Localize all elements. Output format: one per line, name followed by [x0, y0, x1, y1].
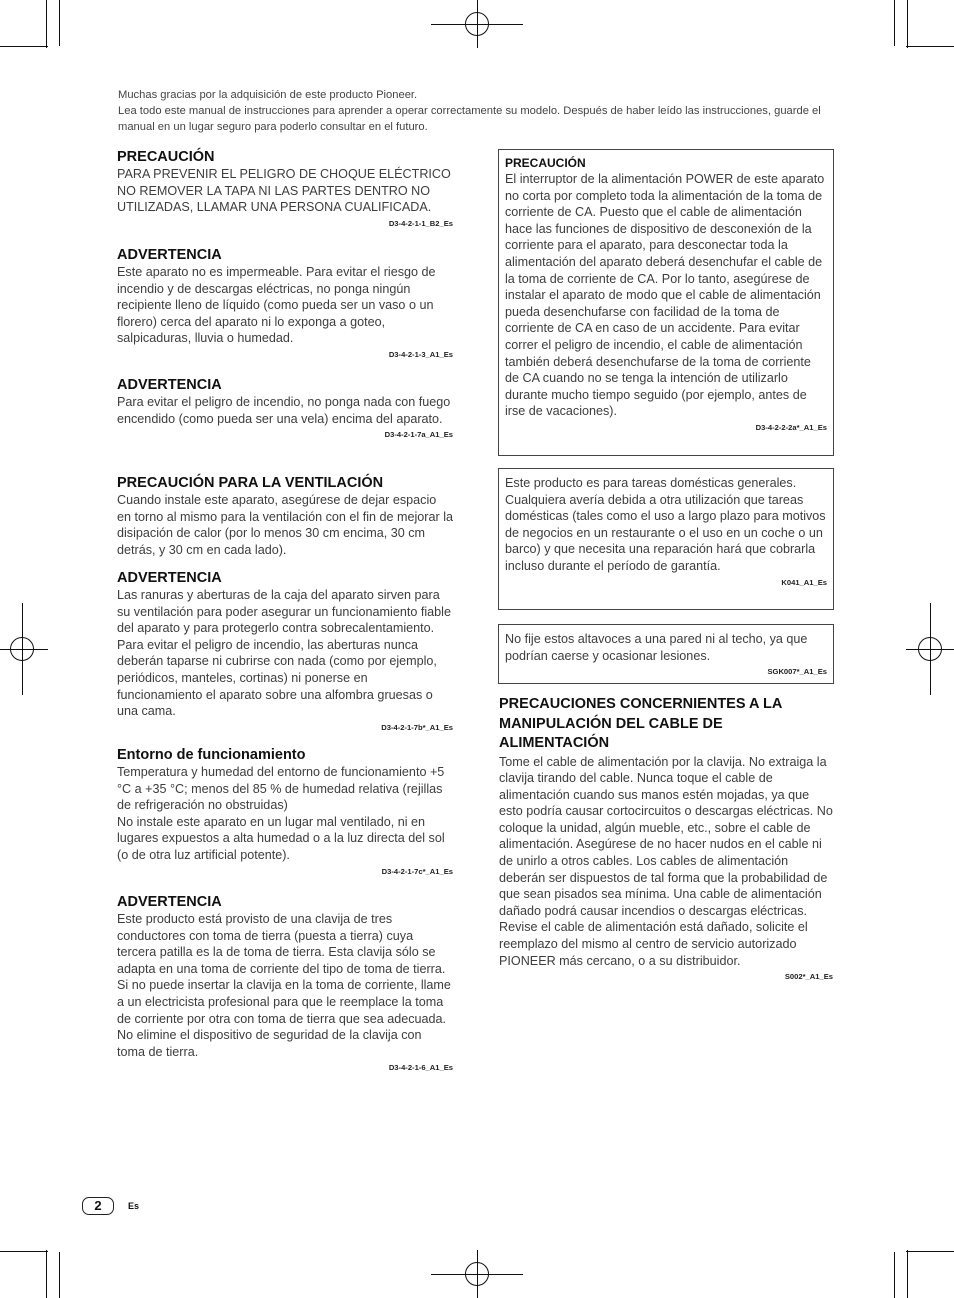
section-advertencia-3: [117, 570, 453, 733]
reference-code: D3-4-2-1-7a_A1_Es: [384, 430, 453, 440]
reference-code: D3-4-2-1-7b*_A1_Es: [381, 722, 453, 732]
section-title: Entorno de funcionamiento: [117, 747, 306, 763]
section-advertencia-2: [117, 377, 453, 440]
section-text: Para evitar el peligro de incendio, no ponga nada con fuego encendido (como pueda ser una vela) encima del aparato.: [117, 395, 451, 426]
section-advertencia-4: [117, 894, 453, 1073]
section-title: ADVERTENCIA: [117, 377, 222, 393]
section-text: Tome el cable de alimentación por la clavija. No extraiga la clavija tirando del cable. Nunca toque el cable de alimentación cuando sus manos estén mojadas, ya que esto podría causar cortocircuitos o descargas eléctricas. No coloque la unidad, algún mueble, etc., sobre el cable de alimentación. Asegúrese de no hacer nudos en el cable ni de unirlo a otros cables. Los cables de alimentación deberán ser dispuestos de tal forma que la probabilidad de que sean pisados sea mínima. Una cable de alimentación dañado podrá causar incendios o descargas eléctricas. Revise el cable de alimentación está dañado, solicite el reemplazo del mismo al centro de servicio autorizado PIONEER más cercano, o a su distribuidor.: [499, 754, 833, 968]
section-advertencia-1: [117, 247, 453, 360]
box-text: El interruptor de la alimentación POWER de este aparato no corta por completo toda la alimentación de la toma de corriente de CA. Puesto que el cable de alimentación hace las funciones de dispositivo de desconexión de la corriente para el aparato, para desconectar toda la alimentación del aparato deberá desenchufar el cable de la toma de corriente de CA. Por lo tanto, asegúrese de instalar el aparato de modo que el cable de alimentación pueda desenchufarse con facilidad de la toma de corriente de CA en caso de un accidente. Para evitar correr el peligro de incendio, el cable de alimentación también deberá desenchufarse de la toma de corriente de CA cuando no se tenga la intención de utilizarlo durante mucho tiempo seguido (por ejemplo, antes de irse de vacaciones).: [505, 172, 825, 419]
section-title: ADVERTENCIA: [117, 570, 222, 586]
box-text: Este producto es para tareas domésticas generales. Cualquiera avería debida a otra utilización que tareas domésticas (tales como el uso a largo plazo para motivos de negocios en un restaurante o el uso en un coche o un barco) y que necesita una reparación hará que cobrarla incluso durante el período de garantía.: [505, 476, 826, 573]
section-title: ADVERTENCIA: [117, 894, 222, 910]
intro: [118, 88, 830, 135]
language-code: Es: [128, 1201, 140, 1211]
section-text: Cuando instale este aparato, asegúrese de dejar espacio en torno al mismo para la ventilación con el fin de mejorar la disipación de calor (por lo menos 30 cm encima, 30 cm detrás, y 30 cm en cada lado).: [117, 493, 454, 557]
section-title: PRECAUCIÓN: [117, 149, 215, 165]
section-precaucion: [117, 149, 453, 229]
box-altavoces: [498, 624, 834, 684]
section-text: No instale este aparato en un lugar mal ventilado, ni en lugares expuestos a alta humedad o a la luz directa del sol (o de otra luz artificial potente).: [117, 814, 445, 862]
reference-code: D3-4-2-1-6_A1_Es: [388, 1063, 453, 1073]
intro-line-1: Muchas gracias por la adquisición de este producto Pioneer.: [118, 89, 418, 101]
section-text: PARA PREVENIR EL PELIGRO DE CHOQUE ELÉCTRICO NO REMOVER LA TAPA NI LAS PARTES DENTRO NO UTILIZADAS, LLAMAR UNA PERSONA CUALIFICADA.: [117, 167, 451, 215]
reference-code: D3-4-2-1-7c*_A1_Es: [381, 866, 453, 876]
box-text: No fije estos altavoces a una pared ni al techo, ya que podrían caerse y ocasionar lesiones.: [505, 632, 808, 663]
section-cable: [499, 695, 833, 982]
reference-code: SGK007*_A1_Es: [767, 667, 827, 677]
reference-code: D3-4-2-1-1_B2_Es: [388, 218, 453, 228]
section-title: ADVERTENCIA: [117, 247, 222, 263]
reference-code: S002*_A1_Es: [784, 972, 833, 982]
intro-line-2: Lea todo este manual de instrucciones para aprender a operar correctamente su modelo. Después de haber leído las instrucciones, guarde el manual en un lugar seguro para poderlo consultar en el futuro.: [118, 104, 821, 133]
reference-code: K041_A1_Es: [781, 577, 827, 587]
reference-code: D3-4-2-1-3_A1_Es: [388, 349, 453, 359]
section-ventilacion: [117, 475, 453, 558]
box-title: PRECAUCIÓN: [505, 156, 586, 170]
section-text: Este producto está provisto de una clavija de tres conductores con toma de tierra (puesta a tierra) cuya tercera patilla es la de toma de tierra. Esta clavija sólo se adapta en una toma de corriente del tipo de toma de tierra. Si no puede insertar la clavija en la toma de corriente, llame a un electricista profesional para que le reemplace la toma de corriente por otra con toma de tierra que sea adecuada. No elimine el dispositivo de seguridad de la clavija con toma de tierra.: [117, 912, 451, 1059]
page-number: 2: [82, 1197, 114, 1215]
box-precaucion-power: [498, 149, 834, 456]
section-text: Las ranuras y aberturas de la caja del aparato sirven para su ventilación para poder asegurar un funcionamiento fiable del aparato y para protegerlo contra sobrecalentamiento. Para evitar el peligro de incendio, las aberturas nunca deberán taparse ni cubrirse con nada (como por ejemplo, periódicos, manteles, cortinas) ni ponerse en funcionamiento el aparato sobre una alfombra gruesas o una cama.: [117, 588, 451, 719]
section-text: Este aparato no es impermeable. Para evitar el riesgo de incendio y de descargas eléctricas, no ponga ningún recipiente lleno de líquido (como pueda ser un vaso o un florero) cerca del aparato ni lo exponga a goteo, salpicaduras, lluvia o humedad.: [117, 265, 436, 346]
section-title: PRECAUCIÓN PARA LA VENTILACIÓN: [117, 475, 384, 491]
section-text: Temperatura y humedad del entorno de funcionamiento +5 °C a +35 °C; menos del 85 % de humedad relativa (rejillas de refrigeración no obstruidas): [117, 765, 445, 813]
section-title: PRECAUCIONES CONCERNIENTES A LA MANIPULACIÓN DEL CABLE DE ALIMENTACIÓN: [499, 696, 782, 751]
reference-code: D3-4-2-2-2a*_A1_Es: [755, 422, 827, 432]
section-entorno: [117, 747, 453, 877]
box-uso-domestico: [498, 468, 834, 610]
